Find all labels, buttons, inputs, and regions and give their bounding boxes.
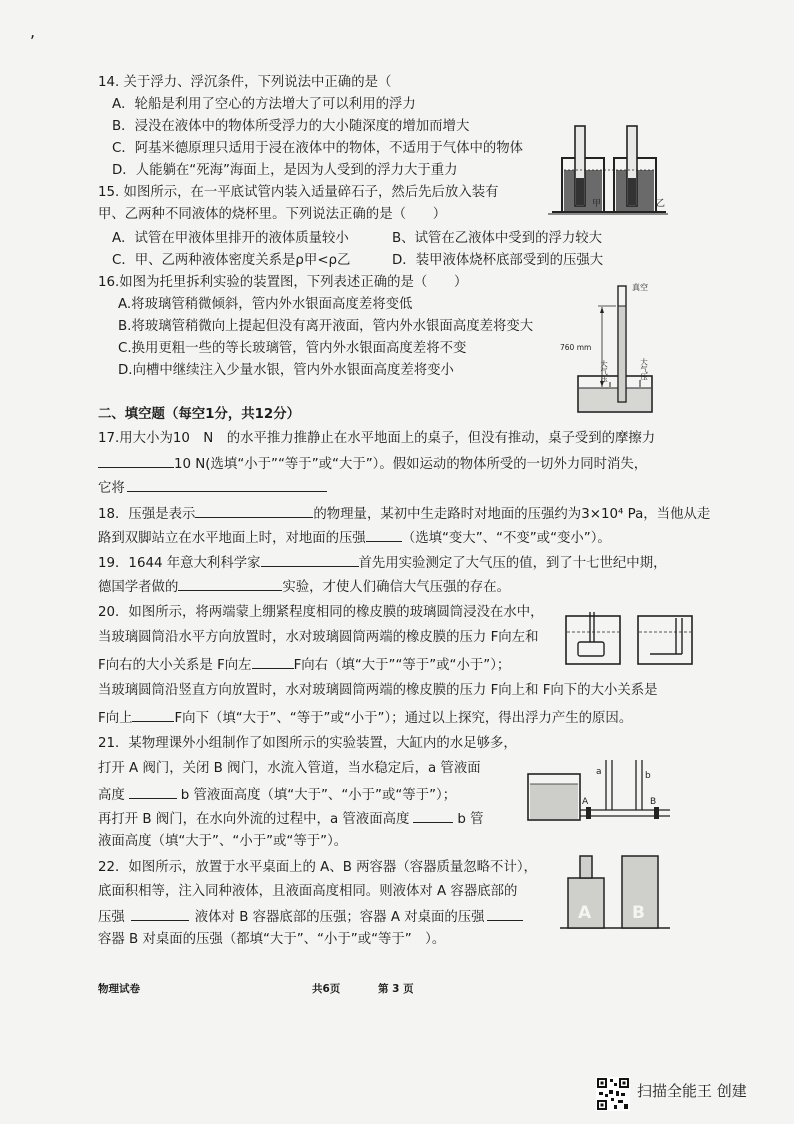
q17-line-2-text: 10 N(选填“小于”“等于”或“大于”）。假如运动的物体所受的一切外力同时消失， xyxy=(174,457,648,472)
q16-option-a: A.将玻璃管稍微倾斜，管内外水银面高度差将变低 xyxy=(118,297,413,312)
q14-option-b: B．浸没在液体中的物体所受浮力的大小随深度的增加而增大 xyxy=(112,119,470,134)
q16-label-vacuum: 真空 xyxy=(632,283,648,292)
q16-option-b: B.将玻璃管稍微向上提起但没有离开液面，管内外水银面高度差将变大 xyxy=(118,319,534,334)
q18-line-1 xyxy=(98,503,710,525)
q16-figure xyxy=(560,276,670,418)
section-2-title: 二、填空题（每空1分，共12分） xyxy=(98,407,301,422)
q17-line-2 xyxy=(98,453,647,475)
q19-line-1b: 首先用实验测定了大气压的值，到了十七世纪中期， xyxy=(358,556,667,571)
q20-line-2: 当玻璃圆筒沿水平方向放置时，水对玻璃圆筒两端的橡皮膜的压力 F向左和 xyxy=(98,630,539,645)
q22-blank-2[interactable] xyxy=(487,906,523,921)
q16-stem: 16.如图为托里拆利实验的装置图，下列表述正确的是（ ） xyxy=(98,275,468,290)
q21-line-2: 打开 A 阀门，关闭 B 阀门，水流入管道，当水稳定后，a 管液面 xyxy=(98,761,481,776)
q21-line-1: 21．某物理课外小组制作了如图所示的实验装置，大缸内的水足够多， xyxy=(98,736,517,751)
q21-blank-1[interactable] xyxy=(129,784,177,799)
q22-label-a: A xyxy=(578,903,592,923)
q19-line-1 xyxy=(98,552,666,574)
q17-line-1: 17.用大小为10 N 的水平推力推静止在水平地面上的桌子，但没有推动，桌子受到的摩擦力 xyxy=(98,431,656,446)
q17-blank-1[interactable] xyxy=(98,453,174,468)
q18-blank-1[interactable] xyxy=(195,503,313,518)
q18-line-1a: 18．压强是表示 xyxy=(98,507,196,522)
q21-label-valve-a: A xyxy=(582,797,589,807)
q22-line-1: 22．如图所示，放置于水平桌面上的 A、B 两容器（容器质量忽略不计）， xyxy=(98,860,537,875)
q22-line-4: 容器 B 对桌面的压强（都填“大于”、“小于”或“等于” ）。 xyxy=(98,932,446,947)
q14-option-c: C．阿基米德原理只适用于浸在液体中的物体，不适用于气体中的物体 xyxy=(112,141,524,156)
q21-blank-2[interactable] xyxy=(413,808,453,823)
q17-line-3-text: 它将 xyxy=(98,481,125,496)
q22-line-3a: 压强 xyxy=(98,910,125,925)
q15-option-d: D．装甲液体烧杯底部受到的压强大 xyxy=(392,253,604,268)
q16-option-d: D.向槽中继续注入少量水银，管内外水银面高度差将变小 xyxy=(118,363,454,378)
qr-code-icon xyxy=(596,1077,630,1111)
q22-line-3b: 液体对 B 容器底部的压强；容器 A 对桌面的压强 xyxy=(194,910,485,925)
q21-line-3a: 高度 xyxy=(98,788,125,803)
q14-option-a: A．轮船是利用了空心的方法增大了可以利用的浮力 xyxy=(112,97,416,112)
q20-blank-1[interactable] xyxy=(252,654,294,669)
q20-blank-2[interactable] xyxy=(132,707,174,722)
q22-label-b: B xyxy=(632,903,645,923)
q15-label-jia: 甲 xyxy=(592,199,602,209)
q16-option-c: C.换用更粗一些的等长玻璃管，管内外水银面高度差将不变 xyxy=(118,341,467,356)
footer-subject: 物理试卷 xyxy=(98,983,140,995)
q15-option-c: C．甲、乙两种液体密度关系是ρ甲<ρ乙 xyxy=(112,253,351,268)
q15-stem-2: 甲、乙两种不同液体的烧杯里。下列说法正确的是（ ） xyxy=(98,207,447,222)
q22-line-2: 底面积相等，注入同种液体，且液面高度相同。则液体对 A 容器底部的 xyxy=(98,884,518,899)
q20-line-1: 20．如图所示，将两端蒙上绷紧程度相同的橡皮膜的玻璃圆筒浸没在水中， xyxy=(98,605,544,620)
q15-label-yi: 乙 xyxy=(656,199,666,209)
q19-blank-1[interactable] xyxy=(261,552,359,567)
q18-line-1b: 的物理量，某初中生走路时对地面的压强约为3×10⁴ Pa，当他从走 xyxy=(313,507,711,522)
q17-blank-2[interactable] xyxy=(127,477,327,492)
q18-line-2a: 路到双脚站立在水平地面上时，对地面的压强 xyxy=(98,531,366,546)
q21-line-4 xyxy=(98,808,484,830)
q18-line-2b: （选填“变大”、“不变”或“变小”）。 xyxy=(401,531,611,546)
q20-line-5 xyxy=(98,707,632,729)
q20-line-5a: F向上 xyxy=(98,711,133,726)
footer-page-number: 第 3 页 xyxy=(378,983,414,995)
q21-line-4b: b 管 xyxy=(457,812,484,827)
q21-label-a: a xyxy=(596,767,602,777)
q20-figure xyxy=(564,610,700,666)
q15-option-a: A．试管在甲液体里排开的液体质量较小 xyxy=(112,231,349,246)
q21-figure xyxy=(524,756,684,822)
q18-line-2 xyxy=(98,527,611,549)
scanner-watermark: 扫描全能王 创建 xyxy=(637,1082,747,1100)
q21-label-b: b xyxy=(645,771,651,781)
q21-line-4a: 再打开 B 阀门，在水向外流的过程中，a 管液面高度 xyxy=(98,812,410,827)
q21-line-3b: b 管液面高度（填“大于”、“小于”或“等于”）； xyxy=(180,788,457,803)
q22-blank-1[interactable] xyxy=(131,906,189,921)
stray-mark: , xyxy=(30,22,36,41)
q16-label-atm-right: 大气压 xyxy=(639,358,649,381)
footer-total-pages: 共6页 xyxy=(312,983,341,995)
q20-line-4: 当玻璃圆筒沿竖直方向放置时，水对玻璃圆筒两端的橡皮膜的压力 F向上和 F向下的大小关系是 xyxy=(98,683,658,698)
q16-label-height: 760 mm xyxy=(560,343,592,352)
q20-line-3a: F向右的大小关系是 F向左 xyxy=(98,658,252,673)
q19-line-1a: 19．1644 年意大利科学家 xyxy=(98,556,261,571)
q18-blank-2[interactable] xyxy=(366,527,402,542)
q15-figure xyxy=(548,118,670,218)
q20-line-5b: F向下（填“大于”、“等于”或“小于”）；通过以上探究，得出浮力产生的原因。 xyxy=(174,711,633,726)
q21-line-3 xyxy=(98,784,456,806)
q19-line-2 xyxy=(98,576,510,598)
q21-label-valve-b: B xyxy=(650,797,657,807)
q15-option-b: B、试管在乙液体中受到的浮力较大 xyxy=(392,231,603,246)
q16-label-atm-left: 大气压 xyxy=(599,360,609,383)
q22-figure xyxy=(560,852,672,932)
q14-stem: 14. 关于浮力、浮沉条件，下列说法中正确的是（ xyxy=(98,75,392,90)
q17-line-3 xyxy=(98,477,327,499)
q15-stem-1: 15. 如图所示，在一平底试管内装入适量碎石子，然后先后放入装有 xyxy=(98,185,499,200)
q19-line-2b: 实验，才使人们确信大气压强的存在。 xyxy=(282,580,510,595)
q21-line-5: 液面高度（填“大于”、“小于”或“等于”）。 xyxy=(98,834,348,849)
q22-line-3 xyxy=(98,906,523,928)
q20-line-3b: F向右（填“大于”“等于”或“小于”）； xyxy=(293,658,511,673)
q20-line-3 xyxy=(98,654,510,676)
q19-line-2a: 德国学者做的 xyxy=(98,580,179,595)
q14-option-d: D．人能躺在“死海”海面上，是因为人受到的浮力大于重力 xyxy=(112,163,458,178)
q19-blank-2[interactable] xyxy=(178,576,282,591)
